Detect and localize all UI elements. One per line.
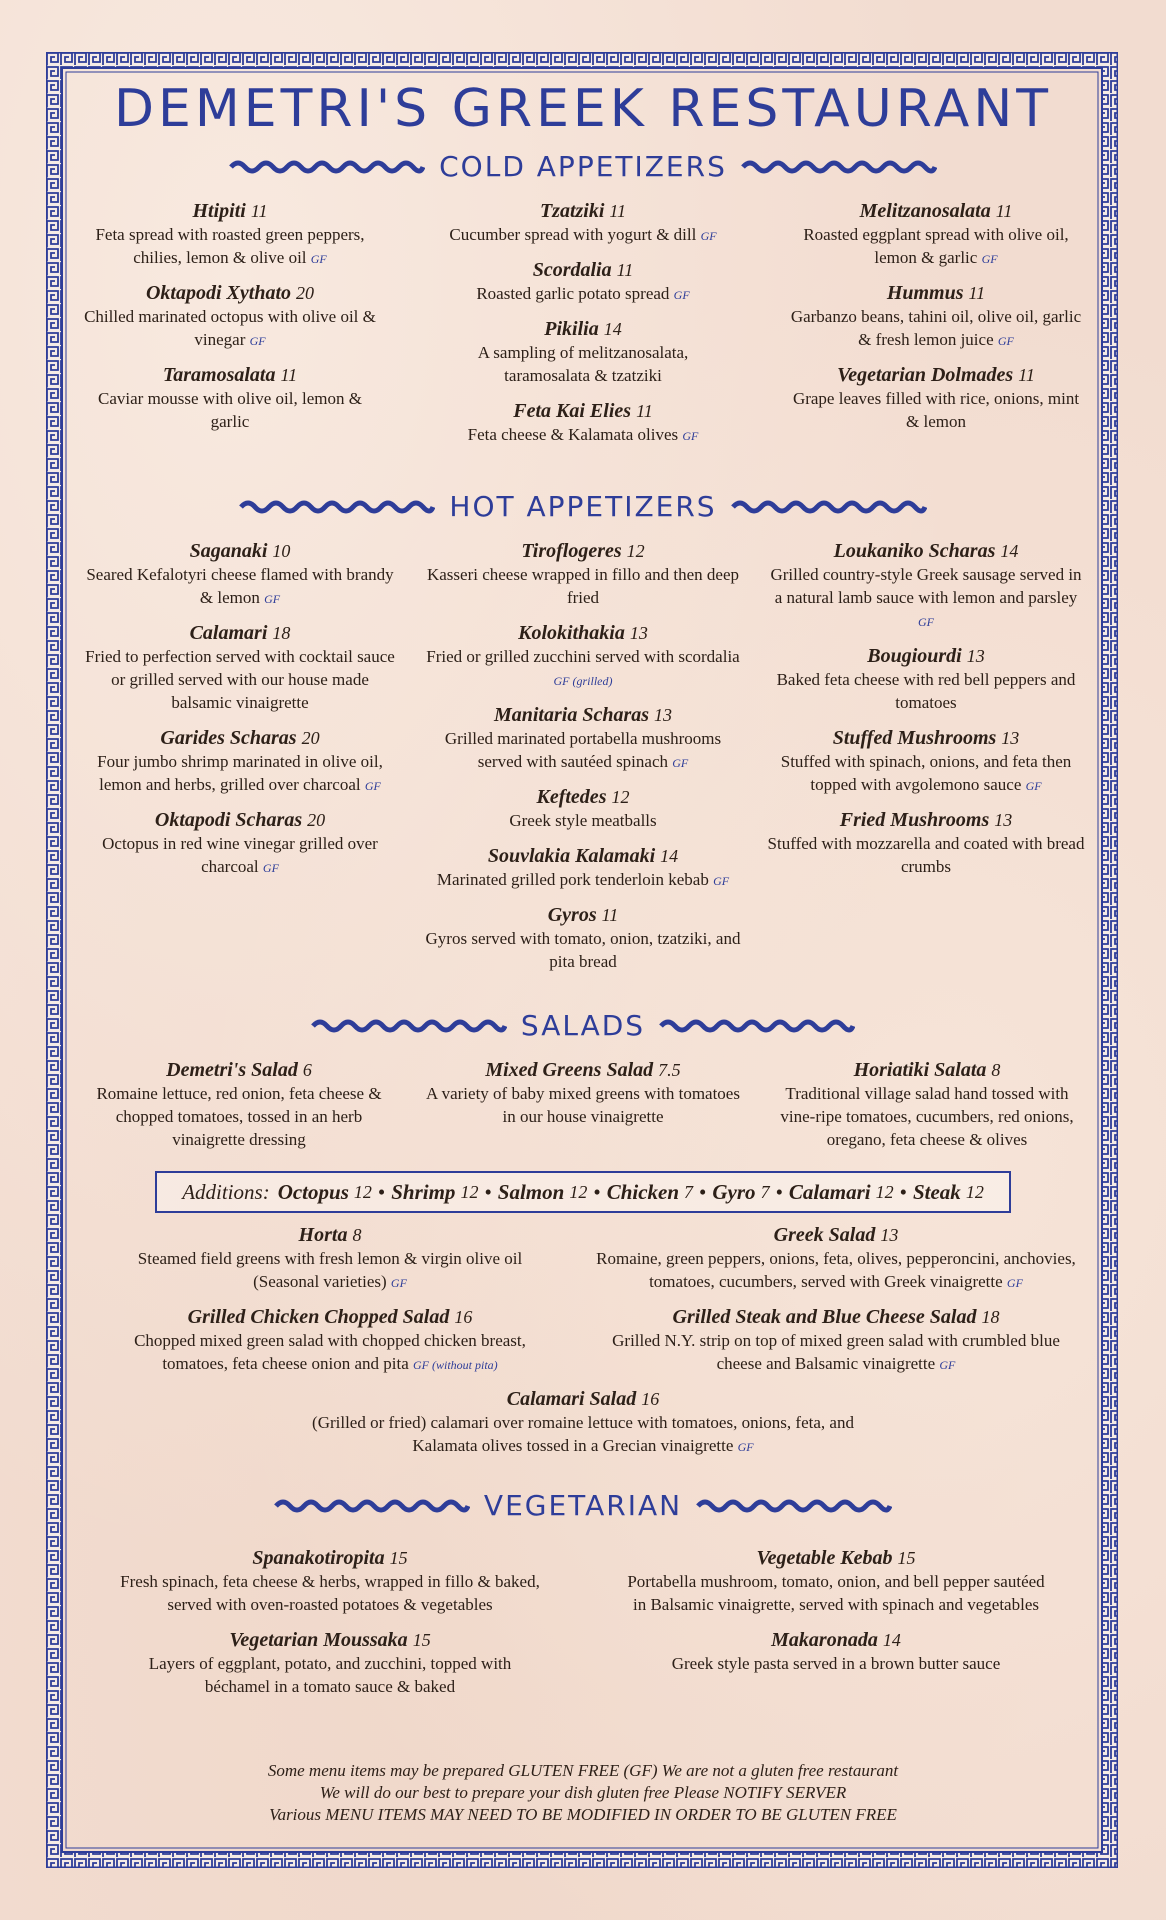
item-price: 11 xyxy=(601,905,619,925)
gluten-free-tag: GF xyxy=(918,615,934,629)
item-price: 14 xyxy=(882,1630,901,1650)
menu-column xyxy=(768,1058,1086,1163)
menu-column xyxy=(80,539,400,985)
addition-price: 12 xyxy=(353,1181,372,1202)
bullet-icon: • xyxy=(593,1179,601,1204)
item-title xyxy=(433,399,733,423)
item-description-block xyxy=(591,1247,1081,1295)
item-price: 12 xyxy=(626,541,645,561)
item-name: Oktapodi Xythato xyxy=(145,282,291,304)
item-description: Feta cheese & Kalamata olives xyxy=(467,425,679,444)
item-name: Saganaki xyxy=(189,540,268,562)
item-description-block xyxy=(80,1082,398,1153)
gluten-free-tag: GF xyxy=(264,592,281,606)
gluten-free-tag: GF xyxy=(939,1358,956,1372)
addition-name: Calamari xyxy=(788,1179,871,1204)
item-price: 10 xyxy=(272,541,291,561)
item-description: Fried to perfection served with cocktail sauce or grilled served with our house made balsamic vinaigrette xyxy=(85,647,395,712)
item-name: Horiatiki Salata xyxy=(853,1059,987,1081)
item-title xyxy=(786,199,1086,223)
item-description-block xyxy=(120,1329,540,1377)
menu-content xyxy=(80,70,1086,1826)
item-description: A variety of baby mixed greens with tomatoes in our house vinaigrette xyxy=(426,1084,740,1126)
addition-name: Salmon xyxy=(497,1179,565,1204)
item-name: Mixed Greens Salad xyxy=(485,1059,654,1081)
item-name: Grilled Steak and Blue Cheese Salad xyxy=(672,1306,977,1328)
item-title xyxy=(80,1546,580,1570)
item-price: 11 xyxy=(636,401,653,421)
item-price: 11 xyxy=(616,260,634,280)
addition-name: Octopus xyxy=(277,1179,349,1204)
menu-item xyxy=(80,199,380,271)
item-name: Garides Scharas xyxy=(160,727,297,749)
menu-item xyxy=(423,785,743,834)
item-description: Octopus in red wine vinegar grilled over charcoal xyxy=(102,834,378,876)
gluten-free-tag: GF xyxy=(673,288,690,302)
item-description-block xyxy=(433,423,733,448)
item-price: 13 xyxy=(629,623,648,643)
item-name: Greek Salad xyxy=(773,1224,876,1246)
item-title xyxy=(80,621,400,645)
vegetarian-right-column xyxy=(586,1546,1086,1710)
item-description: Grilled N.Y. strip on top of mixed green salad with crumbled blue cheese and Balsamic vinaigrette xyxy=(612,1331,1060,1373)
menu-item xyxy=(766,726,1086,798)
item-description: Fresh spinach, feta cheese & herbs, wrapped in fillo & baked, served with oven-roasted potatoes & vegetables xyxy=(120,1572,540,1614)
item-description-block xyxy=(303,1411,863,1459)
item-title xyxy=(80,726,400,750)
item-description: Greek style meatballs xyxy=(509,811,657,830)
item-name: Scordalia xyxy=(532,259,612,281)
menu-item xyxy=(80,1546,580,1618)
item-title xyxy=(80,1058,398,1082)
item-price: 7.5 xyxy=(658,1060,681,1080)
gluten-free-tag: GF xyxy=(682,429,699,443)
item-name: Demetri's Salad xyxy=(166,1059,298,1081)
salads-two-column xyxy=(80,1223,1086,1387)
item-description-block xyxy=(786,305,1086,353)
item-name: Pikilia xyxy=(544,318,599,340)
item-description-block xyxy=(423,927,743,975)
menu-item xyxy=(433,317,733,389)
notice-line-1: Some menu items may be prepared GLUTEN FREE (GF) We are not a gluten free restaurant xyxy=(267,1761,899,1780)
menu-item xyxy=(766,808,1086,880)
wave-ornament-icon xyxy=(229,159,425,175)
item-description-block xyxy=(591,1329,1081,1377)
item-name: Gyros xyxy=(547,904,597,926)
gluten-free-tag: GF xyxy=(672,756,689,770)
wave-ornament-icon xyxy=(274,1498,470,1514)
item-description: Four jumbo shrimp marinated in olive oil, lemon and herbs, grilled over charcoal xyxy=(97,752,383,794)
item-description: Caviar mousse with olive oil, lemon & garlic xyxy=(98,389,362,431)
item-name: Spanakotiropita xyxy=(252,1547,385,1569)
item-title xyxy=(80,1223,580,1247)
item-name: Souvlakia Kalamaki xyxy=(487,845,656,867)
hot-appetizers-columns xyxy=(80,539,1086,985)
item-price: 15 xyxy=(389,1548,408,1568)
addition-name: Chicken xyxy=(606,1179,680,1204)
item-title xyxy=(423,539,743,563)
item-title xyxy=(766,539,1086,563)
item-description: Feta spread with roasted green peppers, chilies, lemon & olive oil xyxy=(95,225,365,267)
item-description-block xyxy=(80,223,380,271)
item-price: 6 xyxy=(302,1060,312,1080)
item-price: 20 xyxy=(301,728,320,748)
menu-column xyxy=(766,539,1086,985)
addition-name: Steak xyxy=(912,1179,961,1204)
item-description: Grape leaves filled with rice, onions, mint & lemon xyxy=(792,389,1080,431)
menu-item xyxy=(423,844,743,893)
menu-item xyxy=(80,1387,1086,1459)
item-description-block xyxy=(80,832,400,880)
item-description-block xyxy=(80,645,400,716)
menu-item xyxy=(80,1223,580,1295)
menu-column xyxy=(786,199,1086,458)
item-title xyxy=(768,1058,1086,1082)
item-price: 13 xyxy=(880,1225,899,1245)
item-description: Baked feta cheese with red bell peppers and tomatoes xyxy=(776,670,1076,712)
vegetarian-two-column xyxy=(80,1546,1086,1710)
item-description: Fried or grilled zucchini served with scordalia xyxy=(426,647,740,666)
item-description: Portabella mushroom, tomato, onion, and bell pepper sautéed in Balsamic vinaigrette, served with spinach and vegetables xyxy=(627,1572,1045,1614)
item-price: 11 xyxy=(280,365,298,385)
item-description: Stuffed with spinach, onions, and feta then topped with avgolemono sauce xyxy=(780,752,1072,794)
item-name: Feta Kai Elies xyxy=(513,400,632,422)
item-description-block xyxy=(80,305,380,353)
menu-item xyxy=(766,644,1086,716)
menu-item xyxy=(80,808,400,880)
menu-item xyxy=(423,903,743,975)
item-name: Vegetarian Moussaka xyxy=(229,1629,408,1651)
bullet-icon: • xyxy=(775,1179,783,1204)
item-description: Layers of eggplant, potato, and zucchini, topped with béchamel in a tomato sauce & baked xyxy=(148,1654,512,1696)
wave-ornament-icon xyxy=(731,499,927,515)
gluten-free-tag: GF xyxy=(249,334,266,348)
menu-item xyxy=(423,539,743,611)
menu-item xyxy=(586,1305,1086,1377)
item-name: Melitzanosalata xyxy=(859,200,991,222)
item-title xyxy=(766,808,1086,832)
menu-item xyxy=(786,363,1086,435)
cold-appetizers-columns xyxy=(80,199,1086,458)
section-title-salads: SALADS xyxy=(520,1009,646,1042)
gluten-free-tag: GF xyxy=(981,252,998,266)
menu-item xyxy=(423,621,743,693)
gluten-free-tag: GF xyxy=(390,1276,407,1290)
menu-item xyxy=(80,363,380,435)
item-description: Chilled marinated octopus with olive oil & vinegar xyxy=(84,307,376,349)
item-name: Makaronada xyxy=(771,1629,878,1651)
item-price: 13 xyxy=(654,705,673,725)
section-header-salads xyxy=(80,1009,1086,1042)
notice-line-3: Various MENU ITEMS MAY NEED TO BE MODIFIED IN ORDER TO BE GLUTEN FREE xyxy=(269,1805,897,1824)
item-title xyxy=(80,1387,1086,1411)
item-name: Keftedes xyxy=(536,786,607,808)
gluten-free-tag: GF (grilled) xyxy=(553,674,613,688)
addition-name: Shrimp xyxy=(391,1179,456,1204)
section-title-hot: HOT APPETIZERS xyxy=(449,490,717,523)
item-title xyxy=(80,539,400,563)
section-title-vegetarian: VEGETARIAN xyxy=(483,1489,683,1522)
salads-top-row xyxy=(80,1058,1086,1163)
item-name: Vegetable Kebab xyxy=(756,1547,893,1569)
item-description: Garbanzo beans, tahini oil, olive oil, garlic & fresh lemon juice xyxy=(790,307,1082,349)
item-description-block xyxy=(766,668,1086,716)
item-name: Manitaria Scharas xyxy=(493,704,650,726)
item-price: 16 xyxy=(641,1389,660,1409)
menu-item xyxy=(768,1058,1086,1153)
menu-item xyxy=(766,539,1086,634)
item-description-block xyxy=(80,387,380,435)
item-description: A sampling of melitzanosalata, taramosalata & tzatziki xyxy=(477,343,689,385)
item-description-block xyxy=(423,727,743,775)
item-description-block xyxy=(80,750,400,798)
item-price: 13 xyxy=(1001,728,1020,748)
item-price: 11 xyxy=(995,201,1013,221)
item-name: Taramosalata xyxy=(162,364,276,386)
item-name: Htipiti xyxy=(192,200,246,222)
item-name: Kolokithakia xyxy=(518,622,625,644)
item-name: Grilled Chicken Chopped Salad xyxy=(187,1306,450,1328)
item-price: 11 xyxy=(968,283,986,303)
item-description-block xyxy=(80,563,400,611)
gluten-free-tag: GF xyxy=(713,874,730,888)
item-description-block xyxy=(768,1082,1086,1153)
menu-item xyxy=(423,703,743,775)
menu-column xyxy=(424,1058,742,1163)
addition-name: Gyro xyxy=(712,1179,756,1204)
menu-item xyxy=(433,399,733,448)
additions-box xyxy=(155,1171,1011,1213)
item-title xyxy=(586,1546,1086,1570)
item-price: 8 xyxy=(991,1060,1001,1080)
wave-ornament-icon xyxy=(696,1498,892,1514)
item-name: Loukaniko Scharas xyxy=(833,540,996,562)
additions-label: Additions: xyxy=(182,1179,270,1204)
item-price: 13 xyxy=(966,646,985,666)
item-title xyxy=(433,317,733,341)
salads-left-column xyxy=(80,1223,580,1387)
item-price: 11 xyxy=(609,201,627,221)
menu-item xyxy=(80,1058,398,1153)
notice-line-2: We will do our best to prepare your dish gluten free Please NOTIFY SERVER xyxy=(319,1783,847,1802)
menu-item xyxy=(786,281,1086,353)
item-description: Kasseri cheese wrapped in fillo and then deep fried xyxy=(426,565,740,607)
item-description-block xyxy=(766,563,1086,634)
item-description-block xyxy=(424,1082,742,1130)
item-description: Romaine, green peppers, onions, feta, olives, pepperoncini, anchovies, tomatoes, cucumbers, served with Greek vinaigrette xyxy=(596,1249,1076,1291)
item-price: 20 xyxy=(307,810,326,830)
item-description: Seared Kefalotyri cheese flamed with brandy & lemon xyxy=(86,565,394,607)
item-description-block xyxy=(433,282,733,307)
item-price: 12 xyxy=(611,787,630,807)
item-name: Bougiourdi xyxy=(867,645,962,667)
section-title-cold: COLD APPETIZERS xyxy=(439,150,727,183)
item-description-block xyxy=(423,868,743,893)
item-name: Fried Mushrooms xyxy=(839,809,990,831)
item-title xyxy=(80,199,380,223)
restaurant-title: DEMETRI'S GREEK RESTAURANT xyxy=(113,79,1053,139)
item-title xyxy=(80,808,400,832)
wave-ornament-icon xyxy=(741,159,937,175)
menu-item xyxy=(80,1305,580,1377)
menu-item xyxy=(80,539,400,611)
gluten-free-notice xyxy=(80,1760,1086,1826)
bullet-icon: • xyxy=(899,1179,907,1204)
item-description: Marinated grilled pork tenderloin kebab xyxy=(436,870,709,889)
item-title xyxy=(786,363,1086,387)
item-price: 15 xyxy=(897,1548,916,1568)
item-title xyxy=(423,844,743,868)
item-description: Greek style pasta served in a brown butter sauce xyxy=(671,1654,1001,1673)
menu-item xyxy=(80,621,400,716)
item-description-block xyxy=(766,832,1086,880)
item-price: 18 xyxy=(272,623,291,643)
item-price: 14 xyxy=(1000,541,1019,561)
section-header-cold xyxy=(80,150,1086,183)
item-description-block xyxy=(120,1570,540,1618)
item-description: Roasted garlic potato spread xyxy=(476,284,670,303)
menu-item xyxy=(80,281,380,353)
item-description-block xyxy=(423,563,743,611)
item-price: 15 xyxy=(412,1630,431,1650)
item-name: Vegetarian Dolmades xyxy=(837,364,1014,386)
item-description-block xyxy=(786,387,1086,435)
item-title xyxy=(423,621,743,645)
item-description-block xyxy=(786,223,1086,271)
section-header-vegetarian xyxy=(80,1489,1086,1522)
item-name: Tzatziki xyxy=(539,200,605,222)
menu-column xyxy=(433,199,733,458)
menu-item xyxy=(586,1628,1086,1677)
item-price: 18 xyxy=(981,1307,1000,1327)
menu-item xyxy=(433,258,733,307)
item-title xyxy=(80,363,380,387)
bullet-icon: • xyxy=(484,1179,492,1204)
item-description-block xyxy=(433,223,733,248)
gluten-free-tag: GF xyxy=(737,1440,754,1454)
addition-price: 12 xyxy=(875,1181,894,1202)
salads-right-column xyxy=(586,1223,1086,1387)
menu-item xyxy=(80,726,400,798)
menu-column xyxy=(80,199,380,458)
menu-item xyxy=(424,1058,742,1130)
item-title xyxy=(433,199,733,223)
item-name: Stuffed Mushrooms xyxy=(832,727,997,749)
menu-column xyxy=(423,539,743,985)
item-title xyxy=(80,1628,580,1652)
item-description-block xyxy=(433,341,733,389)
gluten-free-tag: GF xyxy=(1006,1276,1023,1290)
gluten-free-tag: GF xyxy=(700,229,717,243)
salads-center xyxy=(80,1387,1086,1459)
item-title xyxy=(80,281,380,305)
item-price: 8 xyxy=(352,1225,362,1245)
gluten-free-tag: GF xyxy=(364,779,381,793)
menu-item xyxy=(433,199,733,248)
item-price: 11 xyxy=(250,201,268,221)
item-description-block xyxy=(766,750,1086,798)
item-description: Traditional village salad hand tossed with vine-ripe tomatoes, cucumbers, red onions, oregano, feta cheese & olives xyxy=(780,1084,1074,1149)
menu-column xyxy=(80,1058,398,1163)
item-title xyxy=(424,1058,742,1082)
vegetarian-left-column xyxy=(80,1546,580,1710)
item-description: Stuffed with mozzarella and coated with bread crumbs xyxy=(767,834,1085,876)
addition-price: 7 xyxy=(684,1181,694,1202)
item-description: Grilled marinated portabella mushrooms served with sautéed spinach xyxy=(444,729,722,771)
item-title xyxy=(586,1628,1086,1652)
item-description: Romaine lettuce, red onion, feta cheese & chopped tomatoes, tossed in an herb vinaigrette dressing xyxy=(96,1084,382,1149)
item-title xyxy=(423,785,743,809)
bullet-icon: • xyxy=(699,1179,707,1204)
addition-price: 12 xyxy=(965,1181,984,1202)
item-title xyxy=(423,703,743,727)
menu-item xyxy=(786,199,1086,271)
item-description-block xyxy=(423,809,743,834)
item-name: Calamari xyxy=(189,622,268,644)
wave-ornament-icon xyxy=(239,499,435,515)
addition-price: 12 xyxy=(460,1181,479,1202)
item-title xyxy=(586,1305,1086,1329)
item-price: 20 xyxy=(296,283,314,303)
item-description: Gyros served with tomato, onion, tzatziki, and pita bread xyxy=(425,929,741,971)
addition-price: 12 xyxy=(569,1181,588,1202)
gluten-free-tag: GF xyxy=(262,861,279,875)
item-title xyxy=(423,903,743,927)
item-name: Horta xyxy=(298,1224,348,1246)
item-title xyxy=(433,258,733,282)
item-description: Grilled country-style Greek sausage served in a natural lamb sauce with lemon and parsley xyxy=(770,565,1082,607)
menu-item xyxy=(80,1628,580,1700)
gluten-free-tag: GF xyxy=(310,252,327,266)
item-description: Steamed field greens with fresh lemon & virgin olive oil (Seasonal varieties) xyxy=(137,1249,523,1291)
addition-price: 7 xyxy=(760,1181,770,1202)
menu-item xyxy=(586,1546,1086,1618)
item-name: Hummus xyxy=(886,282,964,304)
item-description: Cucumber spread with yogurt & dill xyxy=(449,225,697,244)
item-description-block xyxy=(120,1652,540,1700)
gluten-free-tag: GF (without pita) xyxy=(413,1358,498,1372)
wave-ornament-icon xyxy=(659,1018,855,1034)
bullet-icon: • xyxy=(377,1179,386,1204)
item-description-block xyxy=(626,1570,1046,1618)
item-description-block xyxy=(120,1247,540,1295)
item-title xyxy=(786,281,1086,305)
item-price: 14 xyxy=(660,846,679,866)
item-name: Tiroflogeres xyxy=(521,540,622,562)
item-description: Chopped mixed green salad with chopped chicken breast, tomatoes, feta cheese onion and pita xyxy=(134,1331,526,1373)
item-description-block xyxy=(423,645,743,693)
item-title xyxy=(586,1223,1086,1247)
item-title xyxy=(766,726,1086,750)
item-price: 14 xyxy=(603,319,622,339)
wave-ornament-icon xyxy=(311,1018,507,1034)
item-description: (Grilled or fried) calamari over romaine lettuce with tomatoes, onions, feta, and Kalamata olives tossed in a Grecian vinaigrette xyxy=(312,1413,854,1455)
section-header-hot xyxy=(80,490,1086,523)
item-title xyxy=(80,1305,580,1329)
gluten-free-tag: GF xyxy=(997,334,1014,348)
item-price: 11 xyxy=(1018,365,1035,385)
item-price: 16 xyxy=(454,1307,473,1327)
menu-item xyxy=(586,1223,1086,1295)
item-description: Roasted eggplant spread with olive oil, lemon & garlic xyxy=(803,225,1069,267)
gluten-free-tag: GF xyxy=(1025,779,1042,793)
item-name: Oktapodi Scharas xyxy=(154,809,303,831)
item-price: 13 xyxy=(994,810,1013,830)
item-title xyxy=(766,644,1086,668)
item-description-block xyxy=(626,1652,1046,1677)
item-name: Calamari Salad xyxy=(506,1388,637,1410)
